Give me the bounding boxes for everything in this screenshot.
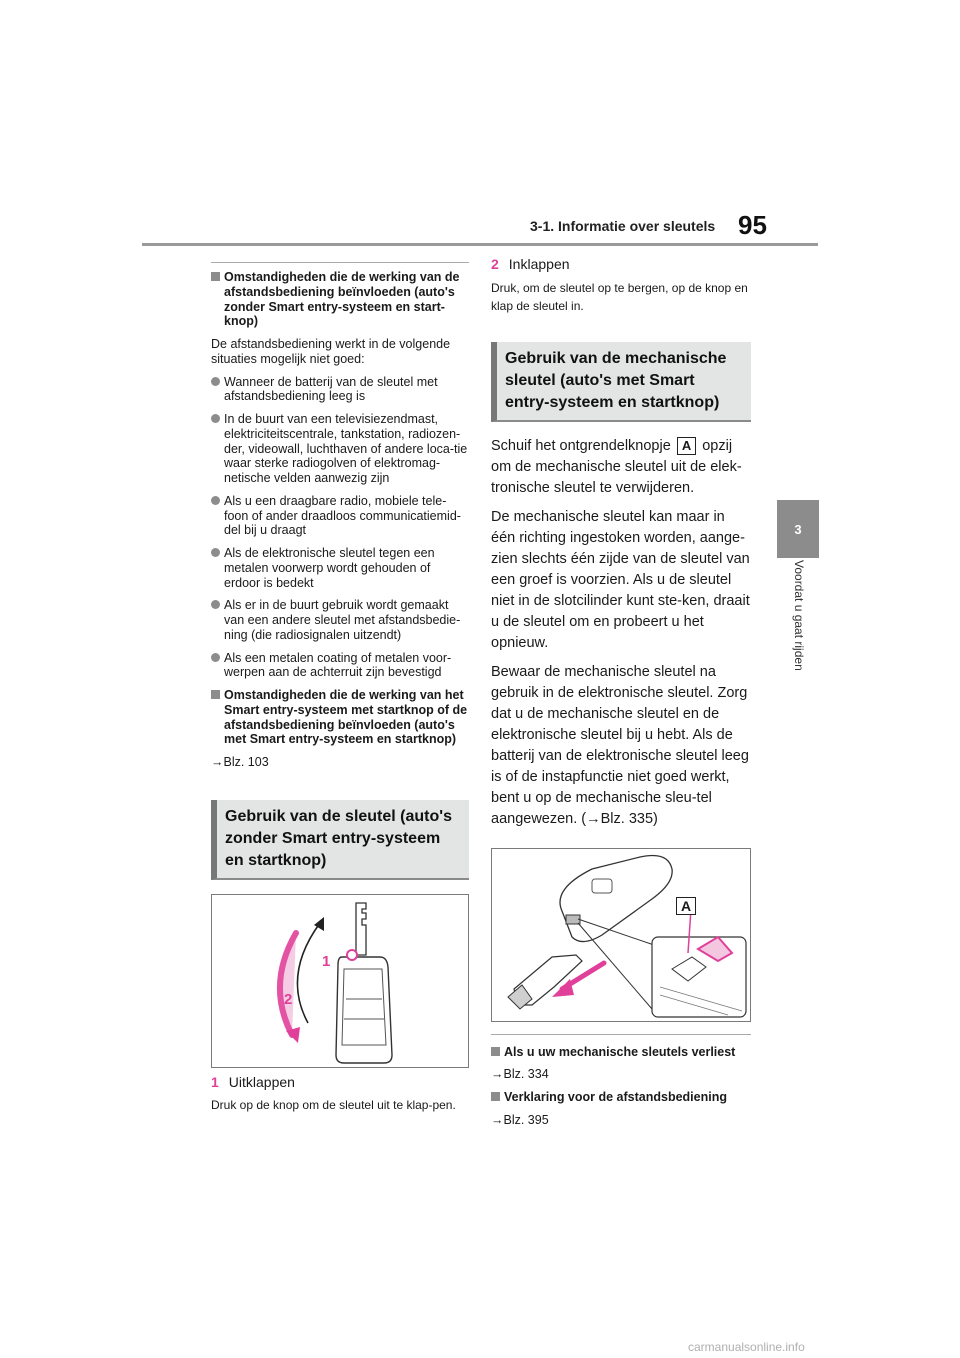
- list-item-text: Wanneer de batterij van de sleutel met afstandsbediening leeg is: [224, 374, 438, 404]
- step-number: 2: [491, 256, 499, 272]
- section-heading-mechanical-key: Gebruik van de mechanische sleutel (auto's met Smart entry-systeem en startknop): [491, 342, 751, 422]
- paragraph-store-key: Bewaar de mechanische sleutel na gebruik in de elektronische sleutel. Zorg dat u de mechanische sleutel en de elektronische sleutel bij u hebt. Als de batterij van de elektronische sleutel leeg is of de instapfunctie niet goed werkt, bent u op de mechanische sleu-tel aangewezen. (→Blz. 335): [491, 663, 749, 827]
- page-reference-link[interactable]: →Blz. 334: [491, 1067, 549, 1082]
- circle-bullet-icon: [211, 414, 220, 423]
- section-title: 3-1. Informatie over sleutels: [530, 218, 716, 234]
- list-item: [211, 412, 469, 486]
- circle-bullet-icon: [211, 653, 220, 662]
- step-1: [211, 1074, 469, 1091]
- watermark: carmanualsonline.info: [688, 1340, 805, 1354]
- subheading-interference: [211, 270, 469, 329]
- figure-label-2: 2: [284, 990, 293, 1008]
- step-label: Uitklappen: [228, 1073, 295, 1090]
- circle-bullet-icon: [211, 548, 220, 557]
- paragraph-text: opzij om de mechanische sleutel uit de elek-tronische sleutel te verwijderen.: [491, 437, 742, 496]
- right-column: [491, 252, 751, 1136]
- subheading-text: Omstandigheden die de werking van de afstandsbediening beïnvloeden (auto's zonder Smart entry-systeem en start-knop): [224, 270, 460, 329]
- column-top-rule: [211, 262, 469, 263]
- step-number: 1: [211, 1073, 219, 1090]
- subheading-declaration: [491, 1090, 751, 1105]
- paragraph-groove: De mechanische sleutel kan maar in één richting ingestoken worden, aange-zien slechts één zijde van de sleutel van een groef is voorzien. Als u de sleutel niet in de slotcilinder kunt ste-ken, draait u de sleutel om en probeert u het opnieuw.: [491, 508, 750, 651]
- page-reference-link[interactable]: →Blz. 103: [211, 755, 269, 769]
- step-2: [491, 256, 751, 273]
- square-bullet-icon: [211, 690, 220, 699]
- header-rule: [142, 243, 818, 246]
- list-item: [211, 598, 469, 642]
- square-bullet-icon: [491, 1092, 500, 1101]
- divider: [491, 1034, 751, 1035]
- subheading-lost-keys: [491, 1045, 751, 1060]
- circle-bullet-icon: [211, 600, 220, 609]
- mechanical-key-illustration: [491, 848, 751, 1022]
- figure-callout-a: A: [676, 897, 696, 916]
- subheading-text: Verklaring voor de afstandsbediening: [504, 1090, 727, 1105]
- list-item: [211, 651, 469, 681]
- step-2-description: Druk, om de sleutel op te bergen, op de knop en klap de sleutel in.: [491, 280, 748, 314]
- mechanical-key-icon: [492, 849, 750, 1021]
- subheading-text: Als u uw mechanische sleutels verliest: [504, 1044, 736, 1059]
- list-item-text: In de buurt van een televisiezendmast, elektriciteitscentrale, tankstation, radiozen-der, videowall, luchthaven of andere loca-tie waar sterke radiogolven of elektromag-netische velden aanwezig zijn: [224, 412, 468, 485]
- chapter-label-text: Voordat u gaat rijden: [792, 560, 806, 671]
- paragraph-release-knob: [491, 436, 751, 499]
- subheading-smart-entry: [211, 688, 469, 747]
- intro-paragraph: De afstandsbediening werkt in de volgende situaties mogelijk niet goed:: [211, 337, 451, 366]
- chapter-tab[interactable]: 3: [777, 500, 819, 558]
- square-bullet-icon: [491, 1047, 500, 1056]
- circle-bullet-icon: [211, 496, 220, 505]
- subheading-text: Omstandigheden die de werking van het Smart entry-systeem met startknop of de afstandsbediening beïnvloeden (auto's met Smart entry-systeem en startknop): [224, 688, 468, 747]
- list-item-text: Als er in de buurt gebruik wordt gemaakt van een andere sleutel met afstandsbedie-ning (die radiosignalen uitzendt): [224, 598, 461, 642]
- list-item-text: Als een metalen coating of metalen voor-werpen aan de achterruit zijn bevestigd: [224, 650, 452, 680]
- list-item-text: Als u een draagbare radio, mobiele tele-foon of ander draadloos communicatiemid-del bij u draagt: [224, 493, 461, 538]
- step-1-description: Druk op de knop om de sleutel uit te klap-pen.: [211, 1098, 456, 1113]
- chapter-label: [792, 560, 806, 700]
- page-number: 95: [738, 210, 767, 240]
- paragraph-text: Schuif het ontgrendelknopje: [491, 437, 671, 454]
- callout-a: A: [677, 437, 696, 455]
- step-label: Inklappen: [508, 256, 570, 272]
- section-heading-key-use: Gebruik van de sleutel (auto's zonder Smart entry-systeem en startknop): [211, 800, 469, 880]
- page-reference-link[interactable]: →Blz. 395: [491, 1112, 549, 1127]
- circle-bullet-icon: [211, 377, 220, 386]
- square-bullet-icon: [211, 272, 220, 281]
- list-item-text: Als de elektronische sleutel tegen een metalen voorwerp wordt gehouden of erdoor is bedekt: [224, 546, 435, 590]
- figure-label-1: 1: [322, 952, 331, 970]
- list-item: [211, 546, 469, 590]
- list-item: [211, 375, 469, 405]
- folding-key-icon: [212, 895, 468, 1067]
- left-column: [211, 270, 469, 1123]
- list-item: [211, 494, 469, 538]
- key-fold-illustration: [211, 894, 469, 1068]
